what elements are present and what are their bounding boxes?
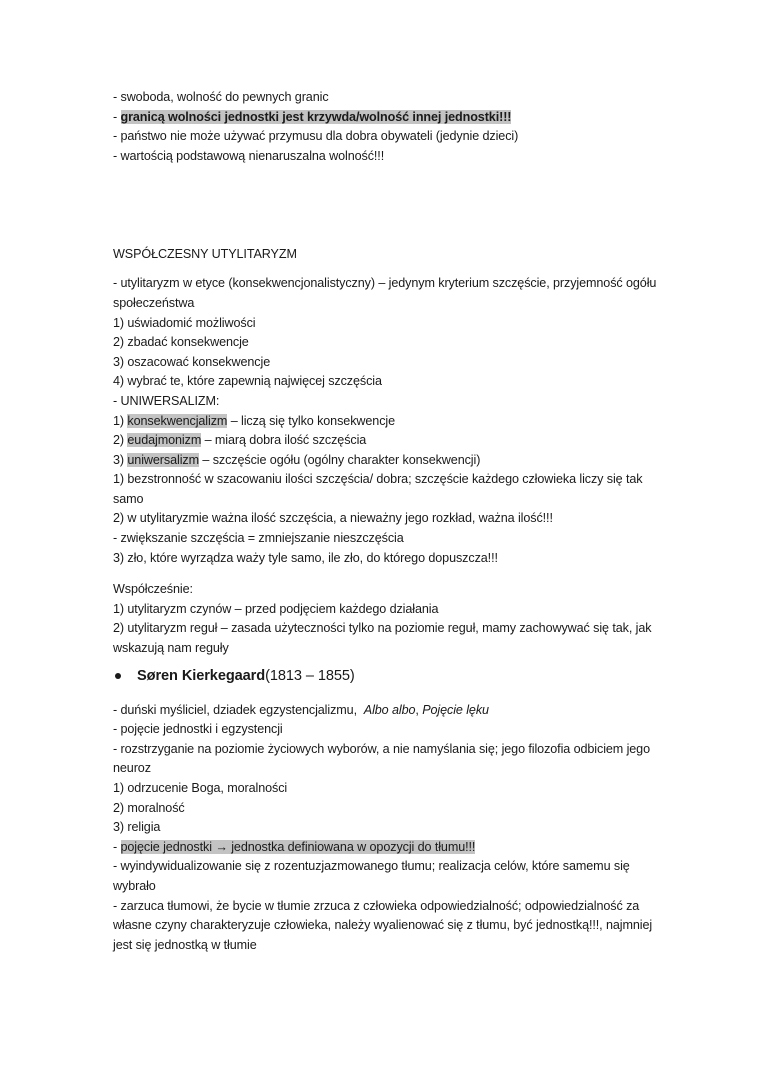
dash: -	[113, 839, 121, 854]
kierkegaard-line: - wyindywidualizowanie się z rozentuzjazmowanego tłumu; realizacja celów, które samemu się wybrało	[113, 859, 634, 893]
principle-desc: – liczą się tylko konsekwencje	[227, 413, 395, 428]
work-title: Pojęcie lęku	[422, 702, 489, 717]
contemporary-item: 1) utylitaryzm czynów – przed podjęciem każdego działania	[113, 601, 439, 616]
util-intro: - utylitaryzm w etyce (konsekwencjonalistyczny) – jedynym kryterium szczęście, przyjemność ogółu społeczeństwa	[113, 276, 660, 310]
bio-text: - duński myśliciel, dziadek egzystencjalizmu,	[113, 702, 364, 717]
highlighted-text: granicą wolności jednostki jest krzywda/wolność innej jednostki!!!	[120, 109, 512, 124]
kierkegaard-line: 2) moralność	[113, 800, 185, 815]
separator: ,	[415, 702, 423, 717]
principle-term: eudajmonizm	[127, 433, 202, 448]
list-item: - wartością podstawową nienaruszalna wolność!!!	[113, 148, 385, 163]
util-note: 1) bezstronność w szacowaniu ilości szczęścia/ dobra; szczęście każdego człowieka liczy się tak samo	[113, 472, 646, 506]
hl-part: jednostka definiowana w opozycji do tłumu!!!	[227, 839, 476, 854]
contemporary-label: Współcześnie:	[113, 582, 193, 597]
principle-num: 3)	[113, 452, 128, 467]
universalism-label: - UNIWERSALIZM:	[113, 393, 220, 408]
list-item: - państwo nie może używać przymusu dla dobra obywateli (jedynie dzieci)	[113, 129, 519, 144]
bio-line	[113, 701, 673, 721]
kierkegaard-line: 3) religia	[113, 820, 161, 835]
philosopher-name: Søren Kierkegaard	[137, 667, 266, 684]
util-note: 2) w utylitaryzmie ważna ilość szczęścia, a nieważny jego rozkład, ważna ilość!!!	[113, 511, 553, 526]
principle-desc: – szczęście ogółu (ogólny charakter konsekwencji)	[199, 452, 481, 467]
highlighted-definition	[113, 838, 673, 858]
document-body	[113, 88, 673, 955]
kierkegaard-line: - rozstrzyganie na poziomie życiowych wyborów, a nie namyślania się; jego filozofia odbiciem jego neuroz	[113, 741, 654, 776]
list-item: - swoboda, wolność do pewnych granic	[113, 90, 329, 104]
principle-item	[113, 412, 673, 432]
kierkegaard-line: 1) odrzucenie Boga, moralności	[113, 781, 288, 795]
util-step: 2) zbadać konsekwencje	[113, 335, 249, 350]
kierkegaard-line: - zarzuca tłumowi, że bycie w tłumie zrzuca z człowieka odpowiedzialność; odpowiedzialność za własne czyny charakteryzuje człowieka, należy wyalienować się z tłumu, być jednostką!!!, najmniej jest się jednostką w tłumie	[113, 898, 656, 952]
kierkegaard-heading	[113, 665, 673, 687]
principle-desc: – miarą dobra ilość szczęścia	[201, 433, 367, 448]
util-step: 4) wybrać te, które zapewnią najwięcej szczęścia	[113, 374, 382, 389]
principle-num: 2)	[113, 433, 128, 448]
section-title: WSPÓŁCZESNY UTYLITARYZM	[113, 246, 297, 261]
principle-num: 1)	[113, 413, 128, 428]
dash: -	[113, 109, 121, 124]
list-item-highlighted	[113, 108, 673, 128]
principle-term: konsekwencjalizm	[127, 413, 228, 428]
util-step: 1) uświadomić możliwości	[113, 315, 256, 330]
hl-part: pojęcie jednostki	[120, 839, 216, 854]
bullet-icon	[115, 673, 121, 679]
kierkegaard-line: - pojęcie jednostki i egzystencji	[113, 722, 283, 737]
principle-term: uniwersalizm	[127, 452, 199, 467]
util-step: 3) oszacować konsekwencje	[113, 354, 271, 369]
util-note: - zwiększanie szczęścia = zmniejszanie nieszczęścia	[113, 531, 404, 546]
principle-item	[113, 451, 673, 471]
highlighted-text	[121, 840, 476, 854]
contemporary-item: 2) utylitaryzm reguł – zasada użyteczności tylko na poziomie reguł, mamy zachowywać się tak, jak wskazują nam reguły	[113, 621, 655, 656]
philosopher-years: (1813 – 1855)	[265, 667, 355, 684]
arrow-right-icon: →	[215, 839, 228, 854]
util-note: 3) zło, które wyrządza waży tyle samo, ile zło, do którego dopuszcza!!!	[113, 550, 498, 565]
principle-item	[113, 431, 673, 451]
work-title: Albo albo	[363, 702, 416, 717]
